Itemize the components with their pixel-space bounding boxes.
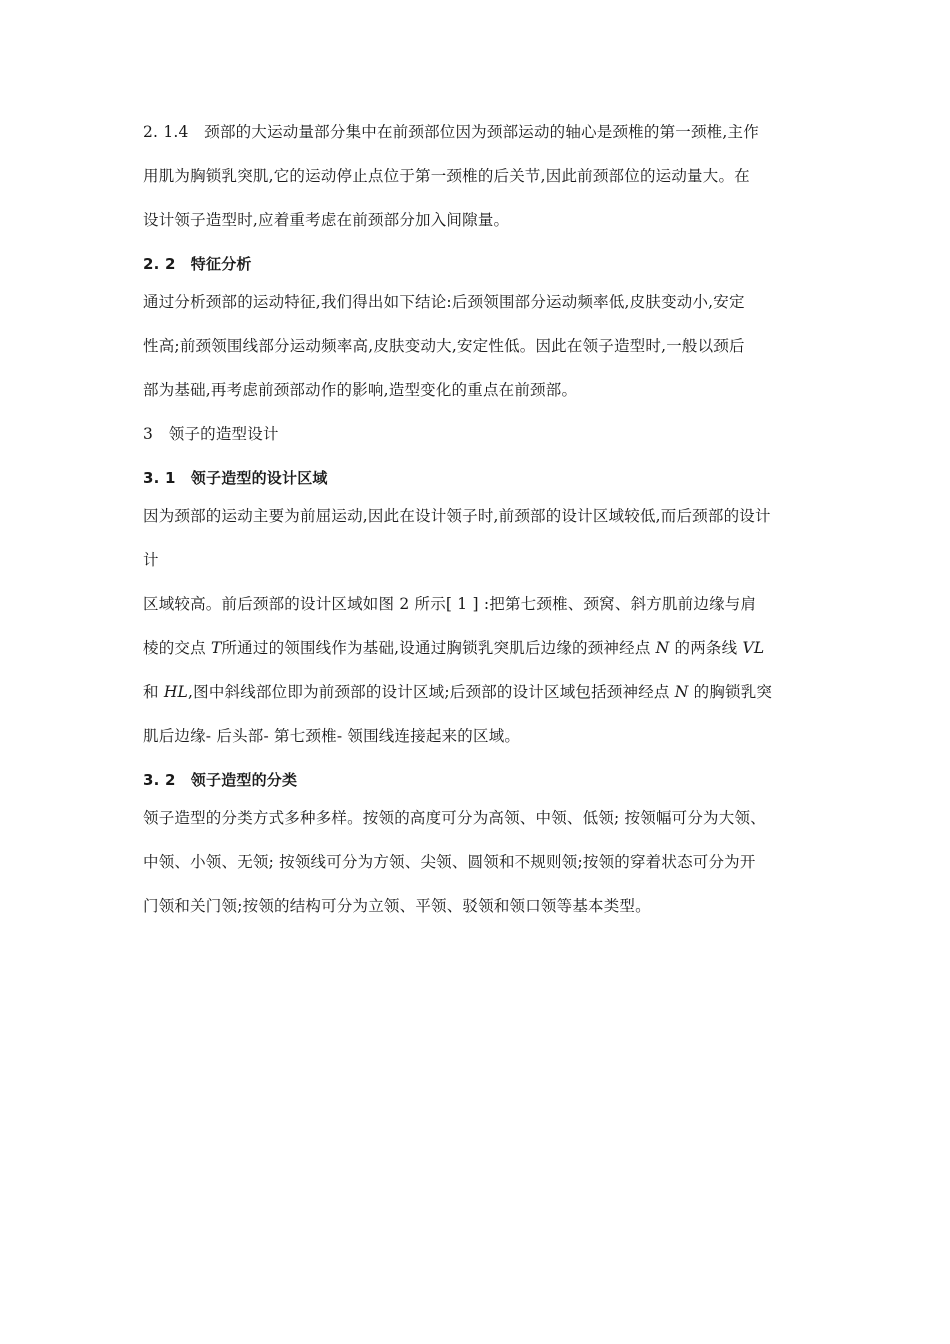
text-span: 和	[143, 683, 164, 701]
text-span: 的胸锁乳突	[688, 683, 773, 701]
text-span: 的两条线	[669, 639, 743, 657]
variable-t: T	[210, 639, 222, 657]
paragraph-feature-analysis	[143, 292, 811, 400]
text-line: 门领和关门领;按领的结构可分为立领、平领、驳领和领口领等基本类型。	[143, 897, 651, 915]
text-line: 领子造型的分类方式多种多样。按领的高度可分为高领、中领、低领; 按领幅可分为大领、	[143, 809, 766, 827]
text-line: 区域较高。前后颈部的设计区域如图 2 所示[ 1 ] :把第七颈椎、颈窝、斜方肌前边缘与肩	[143, 595, 757, 613]
paragraph-2-1-4	[143, 122, 811, 230]
text-line: 2. 1.4 颈部的大运动量部分集中在前颈部位因为颈部运动的轴心是颈椎的第一颈椎,主作	[143, 123, 759, 141]
paragraph-collar-classification	[143, 808, 811, 916]
text-line: 因为颈部的运动主要为前屈运动,因此在设计领子时,前颈部的设计区域较低,而后颈部的设计	[143, 507, 771, 525]
text-line: 用肌为胸锁乳突肌,它的运动停止点位于第一颈椎的后关节,因此前颈部位的运动量大。在	[143, 167, 750, 185]
variable-n: N	[674, 683, 689, 701]
section-heading-3-2: 3. 2 领子造型的分类	[143, 771, 298, 789]
variable-n: N	[655, 639, 670, 657]
text-line: 性高;前颈领围线部分运动频率高,皮肤变动大,安定性低。因此在领子造型时,一般以颈后	[143, 337, 745, 355]
text-span: 所通过的领围线作为基础,设通过胸锁乳突肌后边缘的颈神经点	[221, 639, 656, 657]
text-line: 肌后边缘- 后头部- 第七颈椎- 领围线连接起来的区域。	[143, 727, 521, 745]
text-span: 棱的交点	[143, 639, 211, 657]
variable-hl: HL	[163, 683, 189, 701]
text-line: 部为基础,再考虑前颈部动作的影响,造型变化的重点在前颈部。	[143, 381, 578, 399]
text-line: 计	[143, 551, 159, 569]
text-line: 通过分析颈部的运动特征,我们得出如下结论:后颈领围部分运动频率低,皮肤变动小,安定	[143, 293, 745, 311]
section-heading-3-1: 3. 1 领子造型的设计区域	[143, 469, 328, 487]
text-line	[143, 682, 811, 702]
text-line: 设计领子造型时,应着重考虑在前颈部分加入间隙量。	[143, 211, 510, 229]
document-body	[143, 122, 811, 916]
section-heading-3: 3 领子的造型设计	[143, 425, 279, 443]
text-line: 中领、小领、无领; 按领线可分为方领、尖领、圆领和不规则领;按领的穿着状态可分为开	[143, 853, 756, 871]
text-span: ,图中斜线部位即为前颈部的设计区域;后颈部的设计区域包括颈神经点	[188, 683, 675, 701]
section-heading-2-2: 2. 2 特征分析	[143, 255, 252, 273]
variable-vl: VL	[742, 639, 765, 657]
paragraph-design-area	[143, 506, 811, 746]
text-line	[143, 638, 811, 658]
